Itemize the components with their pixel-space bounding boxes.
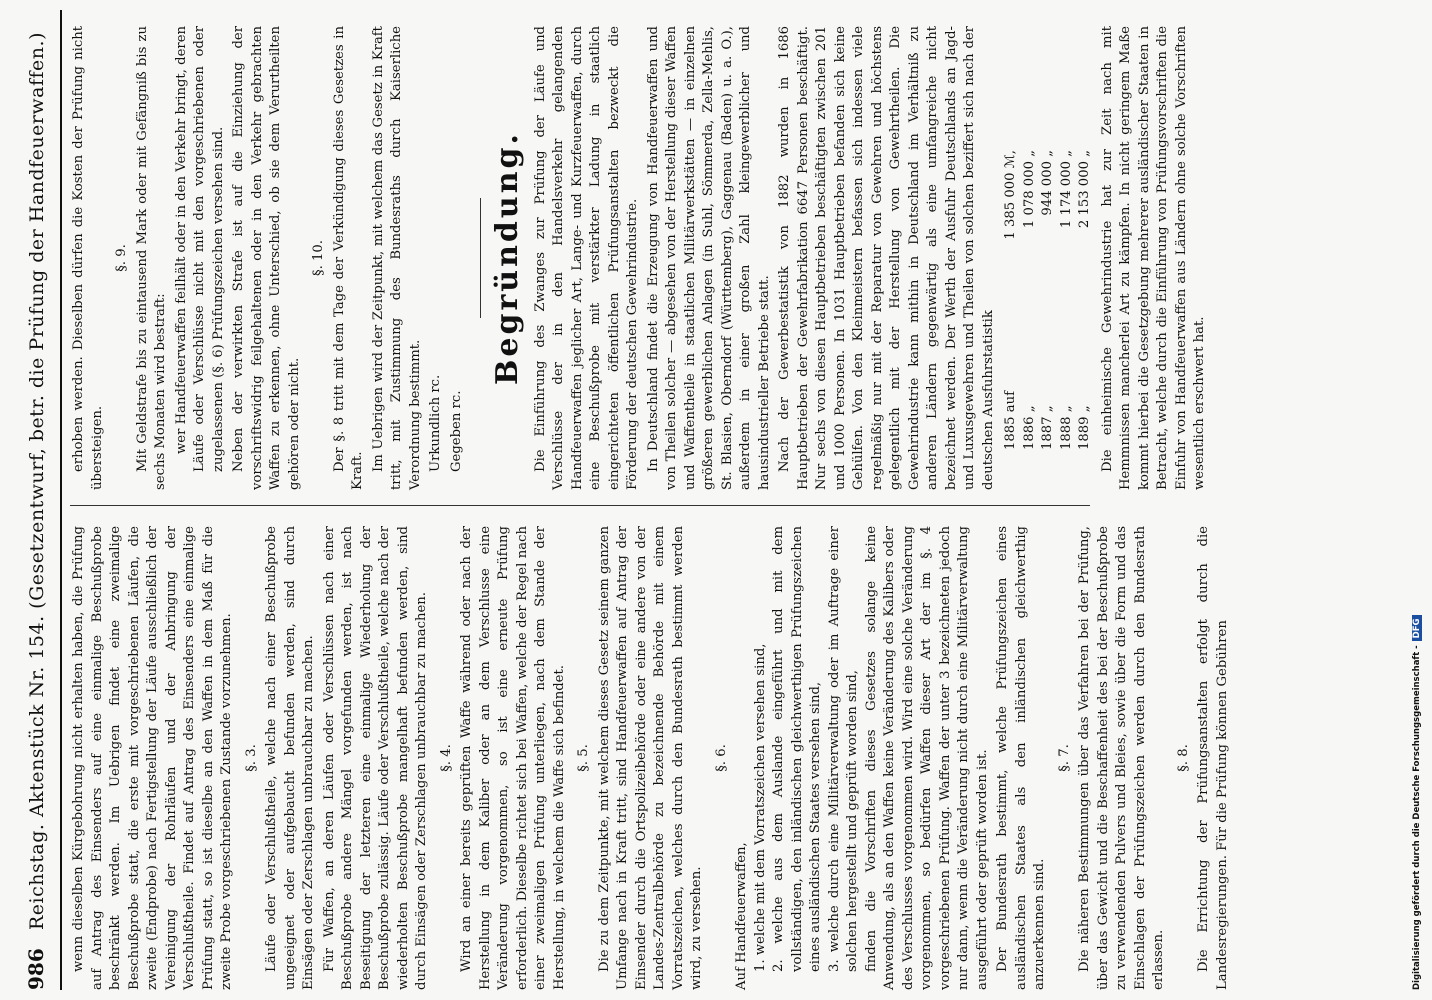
paragraph: Mit Geldstrafe bis zu eintausend Mark oder mit Gefängniß bis zu sechs Monaten wird bestraft:	[134, 26, 168, 490]
paragraph: Die Errichtung der Prüfungsanstalten erfolgt durch die Landesregierungen. Für die Prüfung können Gebühren	[1196, 526, 1230, 990]
running-title: Reichstag. Aktenstück Nr. 154. (Gesetzentwurf, betr. die Prüfung der Handfeuerwaffen.)	[26, 32, 48, 930]
section-heading: §. 3.	[243, 744, 259, 772]
paragraph: In Deutschland findet die Erzeugung von Handfeuerwaffen und von Theilen solcher — abgesehen von der Herstellung dieser Waffen und Waffentheile in staatlichen Militärwerkstätten — in einzelnen größeren gewerblichen Anlagen (in Suhl, Sömmerda, Zella-Mehlis, St. Blasien, Oberndorf (Württemberg), Gaggenau (Baden) u. a. O.), außerdem in einer großen Zahl kleingewerblicher und hausindustrieller Betriebe statt.	[645, 26, 772, 490]
section-heading: §. 8.	[1175, 744, 1191, 772]
paragraph: Neben der verwirkten Strafe ist auf die Einziehung der vorschriftswidrig feilgehaltenen oder in den Verkehr gebrachten Waffen zu erkennen, ohne Unterschied, ob sie dem Verurtheilten gehören oder nicht.	[231, 26, 302, 490]
section-heading: §. 9.	[114, 244, 129, 272]
paragraph: Der §. 8 tritt mit dem Tage der Verkündigung dieses Gesetzes in Kraft.	[331, 26, 365, 490]
paragraph: Die zu dem Zeitpunkte, mit welchem dieses Gesetz seinem ganzen Umfange nach in Kraft tritt, sind Handfeuerwaffen auf Antrag der Einsender durch die Ortspolizeibehörde oder eine andere von der Landes-Zentralbehörde zu bezeichnende Behörde mit einem Vorratszeichen, welches durch den Bundesrath bestimmt werden wird, zu versehen.	[596, 526, 704, 990]
document-page	[20, 10, 1410, 990]
digitization-credit	[1412, 615, 1422, 990]
separator-rule	[480, 198, 481, 318]
stat-row: 1886 „ 1 078 000 „	[1021, 150, 1037, 450]
closing-line: Gegeben rc.	[448, 390, 464, 472]
stat-row: 1889 „ 2 153 000 „	[1077, 150, 1092, 450]
paragraph: Nach der Gewerbestatistik von 1882 wurden in 1686 Hauptbetrieben der Gewehrfabrikation 6647 Personen beschäftigt. Nur sechs von diesen Hauptbetrieben beschäftigten zwischen 201 und 1000 Personen. In 1031 Hauptbetrieben befanden sich keine Gehülfen. Von den Kleinmeistern befassen sich indessen viele regelmäßig nur mit der Reparatur von Gewehren und höchstens gelegentlich mit der Herstellung von Gewehrtheilen. Die Gewehrindustrie kann mithin in Deutschland im Verhältniß zu anderen Ländern gegenwärtig als eine umfangreiche nicht bezeichnet werden. Der Werth der Ausfuhr Deutschlands an Jagd- und Luxusgewehren und Theilen von solchen beziffert sich nach der deutschen Ausfuhrstatistik	[777, 26, 996, 490]
section-heading: §. 6.	[713, 744, 729, 772]
dfg-logo: DFG	[1412, 615, 1422, 641]
paragraph: wenn dieselben Kürgebohrung nicht erhalten haben, die Prüfung auf Antrag des Einsenders auf eine einmalige Beschußprobe beschränkt werden. Im Uebrigen findet eine zweimalige Beschußprobe statt, die erste mit vorgeschriebenen Läufen, die zweite (Endprobe) nach Fertigstellung der Läufe ausschließlich der Vereinigung der Rohrläufen und der Anbringung der Verschlußtheile. Findet auf Antrag des Einsenders eine einmalige Prüfung statt, so ist dieselbe an den Waffen in dem Maß für die zweite Probe vorgeschriebenen Zustande vorzunehmen.	[71, 526, 234, 990]
paragraph: wer Handfeuerwaffen feilhält oder in den Verkehr bringt, deren Läufe oder Verschlüsse nicht mit den vorgeschriebenen oder zugelassenen (§. 6) Prüfungszeichen versehen sind.	[173, 26, 226, 472]
paragraph: Auf Handfeuerwaffen,	[734, 842, 749, 990]
list-item: 1. welche mit dem Vorratszeichen versehen sind,	[752, 643, 768, 972]
paragraph: Im Uebrigen wird der Zeitpunkt, mit welchem das Gesetz in Kraft tritt, mit Zustimmung des Bundesraths durch Kaiserliche Verordnung bestimmt.	[370, 26, 423, 490]
paragraph: Die einheimische Gewehrindustrie hat zur Zeit nach mit Hemmnissen mancherlei Art zu kämpfen. In nicht geringem Maße kommt hierbei die Gesetzgebung mehrerer ausländischer Staaten in Betracht, welche durch die Einführung von Prüfungsvorschriften die Einfuhr von Handfeuerwaffen aus Ländern ohne solche Vorschriften wesentlich erschwert hat.	[1099, 26, 1207, 490]
stat-row: 1887 „ 944 000 „	[1040, 150, 1055, 450]
section-heading: §. 4.	[438, 744, 454, 772]
list-item: 2. welche aus dem Auslande eingeführt und mit dem vollständigen, den inländischen gleichwerthigen Prüfungszeichen eines ausländischen Staates versehen sind,	[771, 526, 823, 972]
credit-text: Digitalisierung gefördert durch die Deutsche Forschungsgemeinschaft -	[1412, 645, 1422, 990]
list-item: 3. welche durch eine Militärverwaltung oder im Auftrage einer solchen hergestellt und geprüft worden sind,	[826, 526, 860, 972]
paragraph: Für Waffen, an deren Läufen oder Verschlüssen nach einer Beschußprobe andere Mängel vorgefunden werden, ist nach Beseitigung der letzteren eine einmalige Wiederholung der Beschußprobe zulässig. Läufe oder Verschlußtheile, welche nach der wiederholten Beschußprobe mangelhaft befunden werden, sind durch Einsägen oder Zerschlagen unbrauchbar zu machen.	[321, 526, 429, 990]
export-statistics	[1002, 26, 1095, 490]
page-number: 986	[24, 948, 48, 990]
page-header	[20, 10, 62, 990]
paragraph: Die näheren Bestimmungen über das Verfahren bei der Prüfung, über das Gewicht und die Beschaffenheit des bei der Beschußprobe zu verwendenden Pulvers und Bleies, sowie über die Form und das Einschlagen der Prüfungszeichen werden durch den Bundesrath erlassen.	[1077, 526, 1166, 990]
begruendung-title: Begründung.	[490, 131, 525, 385]
stat-row: 1885 auf 1 385 000 ℳ,	[1003, 150, 1018, 450]
paragraph: erhoben werden. Dieselben dürfen die Kosten der Prüfung nicht übersteigen.	[71, 26, 105, 490]
right-column	[70, 26, 1212, 490]
closing-line: Urkundlich rc.	[428, 374, 443, 472]
left-column	[70, 526, 1234, 990]
column-divider	[70, 505, 1090, 506]
section-heading: §. 7.	[1056, 744, 1072, 772]
paragraph: finden die Vorschriften dieses Gesetzes solange keine Anwendung, als an den Waffen keine Veränderung des Kalibers oder des Verschlusses vorgenommen wird. Wird eine solche Veränderung vorgenommen, so bedürfen Waffen dieser Art der im §. 4 vorgeschriebenen Prüfung. Waffen der unter 3 bezeichneten jedoch nur dann, wenn die Veränderung nicht durch eine Militärverwaltung ausgeführt oder geprüft worden ist.	[863, 526, 990, 990]
paragraph: Läufe oder Verschlußtheile, welche nach einer Beschußprobe ungeeignet oder aufgebaucht befunden werden, sind durch Einsägen oder Zerschlagen unbrauchbar zu machen.	[264, 526, 316, 990]
stat-row: 1888 „ 1 174 000 „	[1058, 150, 1074, 450]
paragraph: Wird an einer bereits geprüften Waffe während oder nach der Herstellung in dem Kaliber oder an dem Verschlusse eine Veränderung vorgenommen, so ist eine erneute Prüfung erforderlich. Dieselbe richtet sich bei Waffen, welche der Regel nach einer zweimaligen Prüfung unterliegen, nach dem Stande der Herstellung, in welchem die Waffe sich befindet.	[459, 526, 567, 990]
paragraph: Die Einführung des Zwanges zur Prüfung der Läufe und Verschlüsse der in den Handelsverkehr gelangenden Handfeuerwaffen jeglicher Art, Lange- und Kurzfeuerwaffen, durch eine Beschußprobe mit verstärkter Ladung in staatlich eingerichteten öffentlichen Prüfungsanstalten bezweckt die Förderung der deutschen Gewehrindustrie.	[532, 26, 640, 490]
section-heading: §. 10.	[311, 240, 326, 276]
section-heading: §. 5.	[576, 744, 591, 772]
paragraph: Der Bundesrath bestimmt, welche Prüfungszeichen eines ausländischen Staates als den inländischen gleichwerthig anzuerkennen sind.	[995, 526, 1047, 990]
